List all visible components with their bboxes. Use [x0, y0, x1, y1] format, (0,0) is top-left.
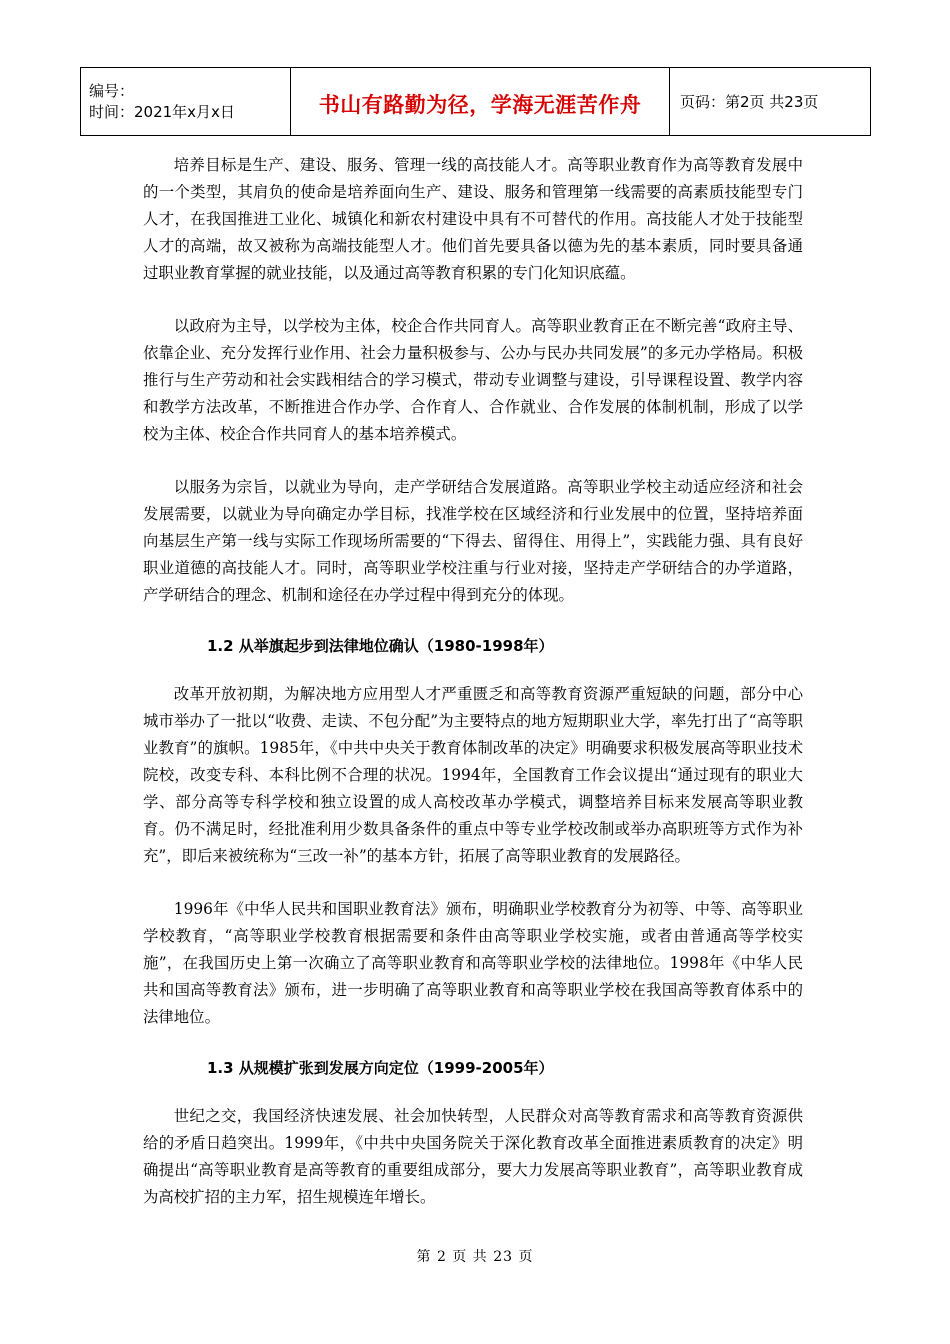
header-meta-cell	[81, 68, 291, 136]
header-page-info: 页码：第2页 共23页	[670, 68, 871, 136]
body-paragraph: 改革开放初期，为解决地方应用型人才严重匮乏和高等教育资源严重短缺的问题，部分中心城市举办了一批以“收费、走读、不包分配”为主要特点的地方短期职业大学，率先打出了“高等职业教育”的旗帜。1985年，《中共中央关于教育体制改革的决定》明确要求积极发展高等职业技术院校，改变专科、本科比例不合理的状况。1994年，全国教育工作会议提出“通过现有的职业大学、部分高等专科学校和独立设置的成人高校改革办学模式，调整培养目标来发展高等职业教育。仍不满足时，经批准利用少数具备条件的重点中等专业学校改制或举办高职班等方式作为补充”，即后来被统称为“三改一补”的基本方针，拓展了高等职业教育的发展路径。	[143, 685, 803, 865]
document-body	[143, 152, 803, 1237]
header-table	[80, 67, 871, 136]
body-paragraph: 以政府为主导，以学校为主体，校企合作共同育人。高等职业教育正在不断完善“政府主导、依靠企业、充分发挥行业作用、社会力量积极参与、公办与民办共同发展”的多元办学格局。积极推行与生产劳动和社会实践相结合的学习模式，带动专业调整与建设，引导课程设置、教学内容和教学方法改革，不断推进合作办学、合作育人、合作就业、合作发展的体制机制，形成了以学校为主体、校企合作共同育人的基本培养模式。	[143, 317, 803, 443]
page-footer: 第 2 页 共 23 页	[416, 1249, 534, 1265]
date-line: 时间：2021年x月x日	[89, 102, 235, 121]
body-paragraph: 世纪之交，我国经济快速发展、社会加快转型，人民群众对高等教育需求和高等教育资源供给的矛盾日趋突出。1999年，《中共中央国务院关于深化教育改革全面推进素质教育的决定》明确提出“高等职业教育是高等教育的重要组成部分，要大力发展高等职业教育”，高等职业教育成为高校扩招的主力军，招生规模连年增长。	[143, 1107, 803, 1206]
body-paragraph: 1996年《中华人民共和国职业教育法》颁布，明确职业学校教育分为初等、中等、高等职业学校教育，“高等职业学校教育根据需要和条件由高等职业学校实施，或者由普通高等学校实施”，在我国历史上第一次确立了高等职业教育和高等职业学校的法律地位。1998年《中华人民共和国高等教育法》颁布，进一步明确了高等职业教育和高等职业学校在我国高等教育体系中的法律地位。	[143, 900, 803, 1026]
header-motto: 书山有路勤为径，学海无涯苦作舟	[291, 68, 670, 136]
section-heading-1-3: 1.3 从规模扩张到发展方向定位（1999-2005年）	[207, 1059, 554, 1077]
section-heading-1-2: 1.2 从举旗起步到法律地位确认（1980-1998年）	[207, 637, 554, 655]
serial-number-label: 编号：	[89, 81, 135, 100]
body-paragraph: 以服务为宗旨，以就业为导向，走产学研结合发展道路。高等职业学校主动适应经济和社会发展需要，以就业为导向确定办学目标，找准学校在区域经济和行业发展中的位置，坚持培养面向基层生产第一线与实际工作现场所需要的“下得去、留得住、用得上”，实践能力强、具有良好职业道德的高技能人才。同时，高等职业学校注重与行业对接，坚持走产学研结合的办学道路，产学研结合的理念、机制和途径在办学过程中得到充分的体现。	[143, 478, 803, 604]
body-paragraph: 培养目标是生产、建设、服务、管理一线的高技能人才。高等职业教育作为高等教育发展中的一个类型，其肩负的使命是培养面向生产、建设、服务和管理第一线需要的高素质技能型专门人才，在我国推进工业化、城镇化和新农村建设中具有不可替代的作用。高技能人才处于技能型人才的高端，故又被称为高端技能型人才。他们首先要具备以德为先的基本素质，同时要具备通过职业教育掌握的就业技能，以及通过高等教育积累的专门化知识底蕴。	[143, 156, 803, 282]
